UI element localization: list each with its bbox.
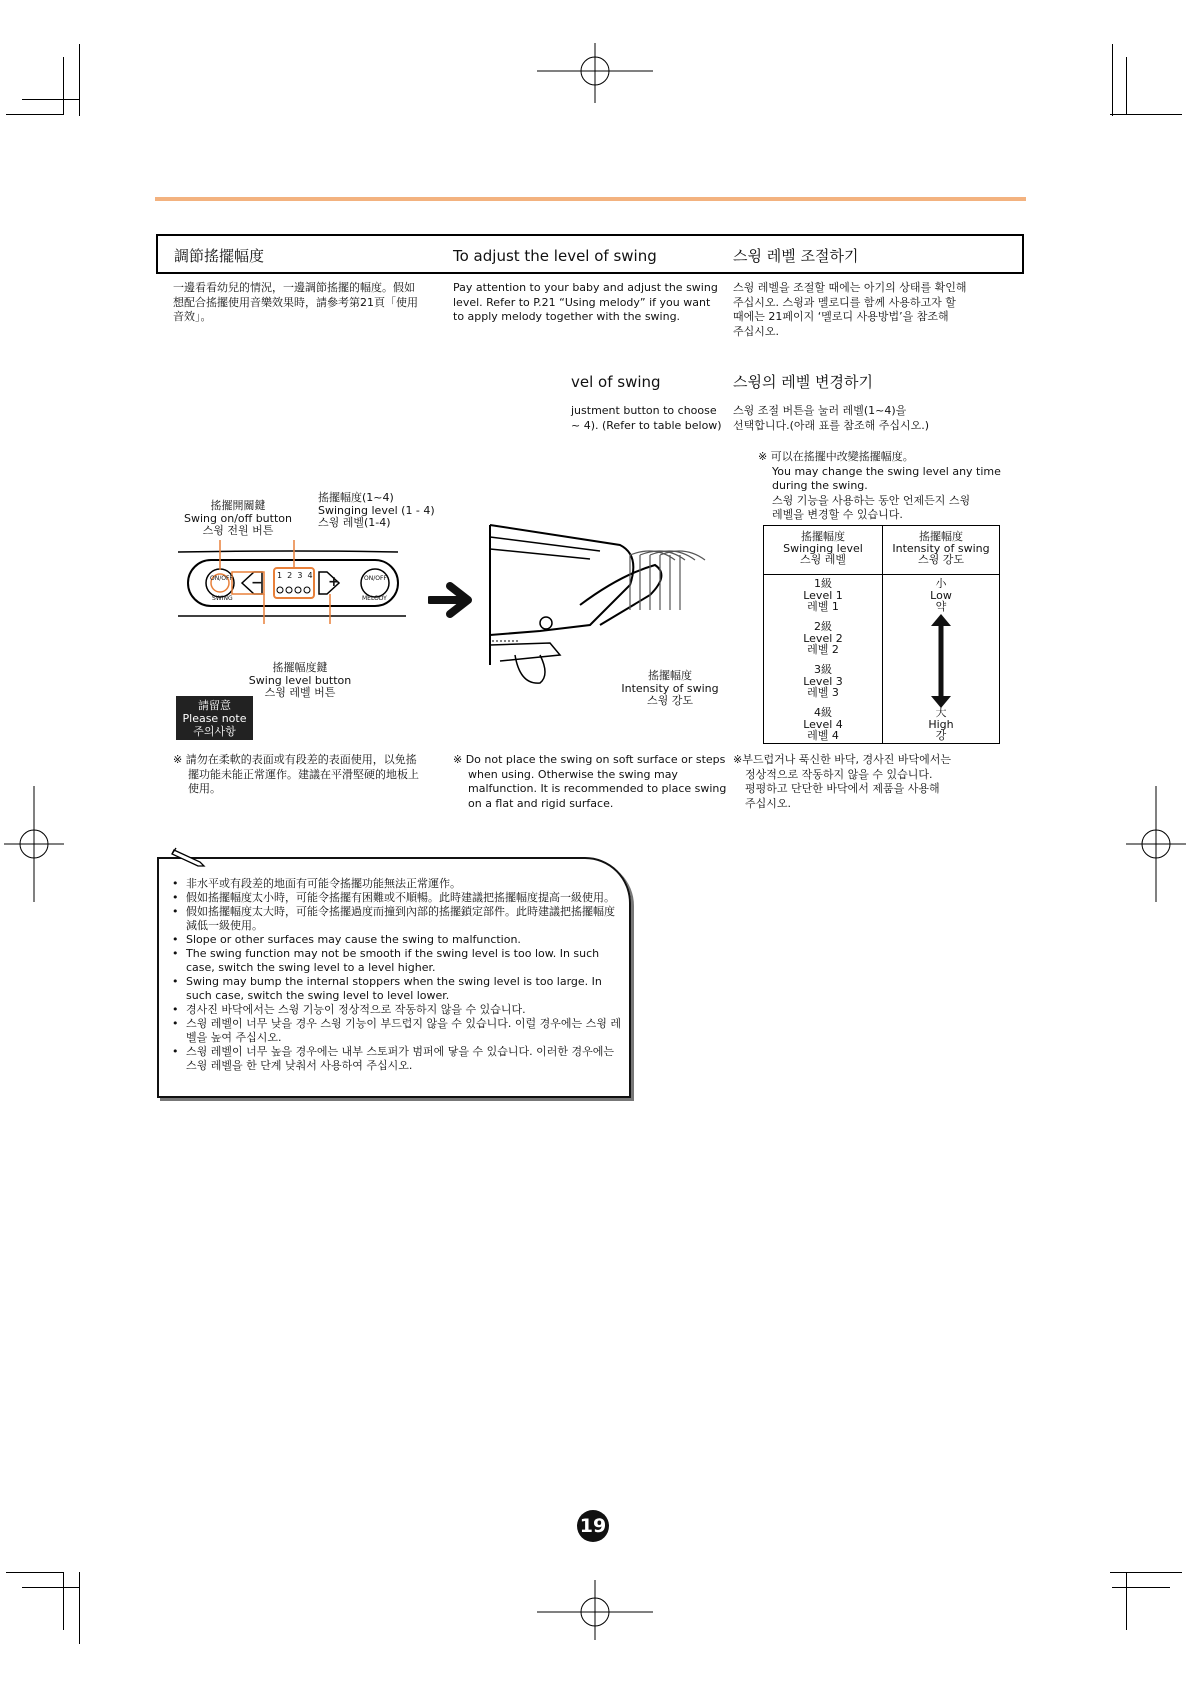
swing-mechanism-illustration xyxy=(480,515,715,690)
intensity-high: 大 High 강 xyxy=(928,706,954,742)
surface-warning-en: ※ Do not place the swing on soft surface or steps when using. Otherwise the swing may malfunction. It is recommended to place swing on a flat and rigid surface. xyxy=(453,753,727,810)
table-header-intensity: 搖擺幅度 Intensity of swing 스윙 강도 xyxy=(892,530,990,566)
change-title-en: vel of swing xyxy=(571,373,661,391)
melody-icon-label: MELODY xyxy=(362,595,387,602)
registration-mark-left xyxy=(4,786,64,902)
please-note-badge: 請留意 Please note 주의사항 xyxy=(176,696,253,740)
tip-item: • 假如搖擺幅度太小時，可能令搖擺有困難或不順暢。此時建議把搖擺幅度提高一級使用。 xyxy=(172,891,624,905)
level-numbers: 1 2 3 4 xyxy=(277,571,313,580)
level-button-label: 搖擺幅度鍵 Swing level button 스윙 레벨 버튼 xyxy=(248,661,352,699)
tip-item: • 假如搖擺幅度太大時，可能令搖擺過度而撞到內部的搖擺鎖定部件。此時建議把搖擺幅度減低一級使用。 xyxy=(172,905,624,933)
header-title-zh: 調節搖擺幅度 xyxy=(174,247,265,265)
double-arrow-icon xyxy=(930,614,952,708)
plus-icon: + xyxy=(328,574,340,590)
header-accent-rule xyxy=(155,197,1026,201)
registration-mark-bottom xyxy=(537,1580,653,1640)
minus-icon: − xyxy=(251,575,263,591)
melody-onoff-icon-label: ON/OFF xyxy=(364,575,387,582)
table-header-level: 搖擺幅度 Swinging level 스윙 레벨 xyxy=(783,530,863,566)
swing-icon-label: SWING xyxy=(212,595,233,602)
tip-item: • 스윙 레벨이 너무 낮을 경우 스윙 기능이 부드럽지 않을 수 있습니다. 이럴 경우에는 스윙 레벨을 높여 주십시오. xyxy=(172,1017,624,1045)
tip-item: • 스윙 레벨이 너무 높을 경우에는 내부 스토퍼가 범퍼에 닿을 수 있습니다. 이러한 경우에는 스윙 레벨을 한 단계 낮춰서 사용하여 주십시오. xyxy=(172,1045,624,1073)
tip-item: • 非水平或有段差的地面有可能令搖擺功能無法正常運作。 xyxy=(172,877,624,891)
swing-level-label: 搖擺幅度(1~4) Swinging level (1 - 4) 스윙 레벨(1-4) xyxy=(318,491,435,529)
table-row-level-3: 3級 Level 3 레벨 3 xyxy=(803,663,843,699)
intensity-low: 小 Low 약 xyxy=(930,577,952,613)
change-text-en: justment button to choose ~ 4). (Refer to table below) xyxy=(571,404,722,432)
intro-en: Pay attention to your baby and adjust the swing level. Refer to P.21 “Using melody” if you want to apply melody together with the swing. xyxy=(453,281,718,323)
tip-item: • Swing may bump the internal stoppers when the swing level is too large. In such case, switch the swing level to level lower. xyxy=(172,975,624,1003)
table-row-level-4: 4級 Level 4 레벨 4 xyxy=(803,706,843,742)
onoff-icon-label: ON/OFF xyxy=(210,575,233,582)
intro-zh: 一邊看看幼兒的情況，一邊調節搖擺的幅度。假如 想配合搖擺使用音樂效果時，請參考第21頁「使用 音效」。 xyxy=(173,281,418,323)
surface-warning-zh: ※ 請勿在柔軟的表面或有段差的表面使用，以免搖 擺功能未能正常運作。建議在平滑堅硬的地板上 使用。 xyxy=(173,753,419,795)
intensity-label: 搖擺幅度 Intensity of swing 스윙 강도 xyxy=(621,669,719,707)
intro-ko: 스윙 레벨을 조절할 때에는 아기의 상태를 확인해 주십시오. 스윙과 멜로디를 함께 사용하고자 할 때에는 21페이지 ‘멜로디 사용방법’을 참조해 주십시오. xyxy=(733,281,967,338)
registration-mark-right xyxy=(1126,786,1186,902)
swing-level-table xyxy=(763,525,1000,744)
onoff-button-label: 搖擺開關鍵 Swing on/off button 스윙 전원 버튼 xyxy=(184,499,292,537)
arrow-right-icon xyxy=(428,582,474,618)
tip-item: • The swing function may not be smooth if the swing level is too low. In such case, switch the swing level to a level higher. xyxy=(172,947,624,975)
tip-item: • Slope or other surfaces may cause the swing to malfunction. xyxy=(172,933,624,947)
page-number: 19 xyxy=(577,1510,609,1542)
surface-warning-ko: ※부드럽거나 푹신한 바닥, 경사진 바닥에서는 정상적으로 작동하지 않을 수 있습니다. 평평하고 단단한 바닥에서 제품을 사용해 주십시오. xyxy=(733,753,951,810)
tip-item: • 경사진 바닥에서는 스윙 기능이 정상적으로 작동하지 않을 수 있습니다. xyxy=(172,1003,624,1017)
change-text-ko: 스윙 조절 버튼을 눌러 레벨(1~4)을 선택합니다.(아래 표를 참조해 주십시오.) xyxy=(733,404,930,432)
table-row-level-1: 1級 Level 1 레벨 1 xyxy=(803,577,843,613)
pencil-icon xyxy=(170,846,210,868)
header-title-en: To adjust the level of swing xyxy=(453,247,657,265)
registration-mark-top xyxy=(537,43,653,103)
header-title-ko: 스윙 레벨 조절하기 xyxy=(733,247,859,265)
tips-list xyxy=(172,877,624,1073)
change-title-ko: 스윙의 레벨 변경하기 xyxy=(733,373,873,391)
change-note: ※ 可以在搖擺中改變搖擺幅度。 You may change the swing level any time during the swing. 스윙 기능을 사용하는 동안 언제든지 스윙 레벨을 변경할 수 있습니다. xyxy=(758,450,1001,521)
table-row-level-2: 2級 Level 2 레벨 2 xyxy=(803,620,843,656)
